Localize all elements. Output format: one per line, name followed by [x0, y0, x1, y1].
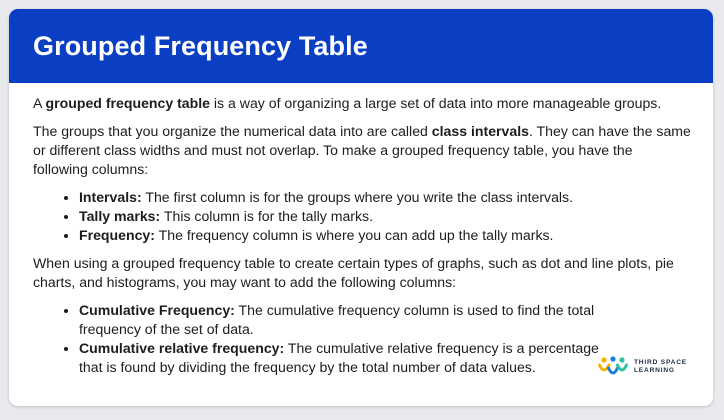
list-item — [79, 339, 619, 377]
third-space-learning-logo — [598, 356, 687, 378]
list-item-description: The cumulative relative frequency is a percentage that is found by dividing the frequency by the total number of data values. — [79, 340, 599, 375]
columns-list — [33, 188, 691, 245]
list-item-description: This column is for the tally marks. — [160, 208, 373, 224]
content-card — [9, 9, 713, 406]
list-item — [79, 301, 619, 339]
logo-line-2: LEARNING — [633, 367, 675, 374]
intro-text: A — [33, 95, 46, 111]
page-title: Grouped Frequency Table — [33, 30, 368, 61]
list-item-term: Tally marks: — [79, 208, 161, 224]
list-item-term: Frequency: — [79, 227, 155, 243]
term-class-intervals: class intervals — [431, 123, 529, 139]
list-item — [79, 188, 691, 207]
content-body — [9, 83, 713, 377]
list-item-description: The frequency column is where you can add up the tally marks. — [154, 227, 554, 243]
third-space-learning-logo-icon — [598, 356, 628, 378]
logo-wordmark — [634, 359, 687, 375]
list-item-description: The cumulative frequency column is used to find the total frequency of the set of data. — [79, 302, 595, 337]
list-item-term: Intervals: — [79, 189, 142, 205]
list-item-term: Cumulative Frequency: — [79, 302, 235, 318]
graphs-paragraph: When using a grouped frequency table to create certain types of graphs, such as dot and line plots, pie charts, and histograms, you may want to add the following columns: — [33, 255, 674, 290]
class-intervals-paragraph — [33, 122, 691, 179]
intro-text: is a way of organizing a large set of data into more manageable groups. — [210, 95, 662, 111]
logo-line-1: THIRD SPACE — [633, 359, 687, 366]
list-item-term: Cumulative relative frequency: — [79, 340, 285, 356]
intro-paragraph — [33, 94, 691, 113]
list-item — [79, 226, 691, 245]
header-bar — [9, 9, 713, 83]
paragraph-text: . They can have the same or different class widths and must not overlap. To make a grouped frequency table, you have the following columns: — [33, 123, 691, 177]
list-item-description: The first column is for the groups where you write the class intervals. — [141, 189, 574, 205]
term-grouped-frequency-table: grouped frequency table — [45, 95, 210, 111]
paragraph-text: The groups that you organize the numerical data into are called — [33, 123, 432, 139]
extra-columns-list — [33, 301, 619, 377]
list-item — [79, 207, 691, 226]
